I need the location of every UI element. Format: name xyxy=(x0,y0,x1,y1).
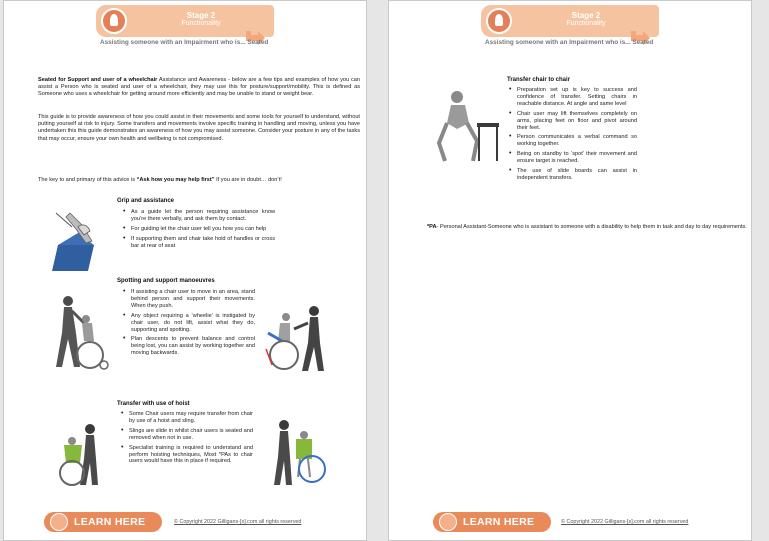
header-subtitle: Assisting someone with an Impairment who is... Seated xyxy=(485,39,654,46)
list-item: • Any object requiring a ‘wheelie’ is instigated by chair user, do not lift, assist what they do, supporting and spotting. xyxy=(123,313,255,334)
key-advice xyxy=(38,177,360,184)
header-banner xyxy=(96,5,274,37)
learn-here-button[interactable] xyxy=(433,512,551,532)
copyright-link[interactable]: © Copyright 2022 Gilligans-[s].com all rights reserved xyxy=(561,519,689,525)
key-bold: “Ask how you may help first” xyxy=(136,177,215,183)
intro-paragraph xyxy=(38,77,360,99)
list-item: • Chair user may lift themselves completely on arms, placing feet on floor and pivot around their feet. xyxy=(509,111,637,132)
hoist-heading: Transfer with use of hoist xyxy=(117,401,190,407)
list-item: • Plan descents to prevent balance and control being lost, you can assist by working together and moving backwards. xyxy=(123,336,255,357)
pa-definition xyxy=(427,224,749,231)
grip-heading: Grip and assistance xyxy=(117,198,175,204)
spotting-heading: Spotting and support manoeuvres xyxy=(117,278,215,284)
key-pre: The key to and primary of this advice is xyxy=(38,177,137,183)
grip-illustration xyxy=(48,205,106,275)
pa-bold: *PA xyxy=(427,224,437,230)
list-item: • If assisting a chair user to move in an area, stand behind person and support their movements. When they push. xyxy=(123,289,255,310)
intro-bold: Seated for Support and user of a wheelchair xyxy=(38,77,158,83)
list-item: • For guiding let the chair user tell you how you can help xyxy=(123,226,275,233)
transfer-heading: Transfer chair to chair xyxy=(507,77,571,83)
palm-logo-icon xyxy=(50,513,68,531)
learn-here-label: LEARN HERE xyxy=(463,516,535,528)
header-banner xyxy=(481,5,659,37)
copyright-link[interactable]: © Copyright 2022 Gilligans-[s].com all rights reserved xyxy=(174,519,302,525)
palm-logo-icon xyxy=(486,8,512,34)
header-functionality: Functionality xyxy=(181,20,221,27)
hoist-illustration-1 xyxy=(52,423,110,489)
header-stage: Stage 2 xyxy=(186,11,216,20)
list-item: • Some Chair users may require transfer from chair by use of a hoist and sling. xyxy=(121,411,253,425)
list-item: • As a guide let the person requiring assistance know you’re there verbally, and ask them by contact. xyxy=(123,209,275,223)
key-post: If you are in doubt… don’t! xyxy=(214,177,282,183)
list-item: • Slings are slide in whilst chair users is seated and removed when not in use. xyxy=(121,428,253,442)
list-item: • Being on standby to ‘spot’ their movement and ensure target is reached. xyxy=(509,151,637,165)
transfer-illustration xyxy=(427,87,505,165)
header-functionality: Functionality xyxy=(566,20,606,27)
list-item: • The use of slide boards can assist in independent transfers. xyxy=(509,168,637,182)
palm-logo-icon xyxy=(439,513,457,531)
guide-paragraph: This guide is to provide awareness of how you could assist in their movements and some tools for yourself to understand, without putting yourself at risk to injury. Some transfers and movements involve specific training in handling and moving, unless you have undertaken this this guide demonstrates an awareness of how you may assist someone. Consider your posture in any of the tasks that may occur, ensure your own health and wellbeing is not compromised. xyxy=(38,114,360,142)
learn-here-label: LEARN HERE xyxy=(74,516,146,528)
intro-text: Assistance and Awareness - below are a few tips and examples of how you can assist a Person who is seated and user of a wheelchair, they may use this for posture/support/mobility. This is defined as Someone who uses a wheelchair for getting around more efficiently and may be unable to stand or weight bear. xyxy=(38,77,361,98)
list-item: • Specialist training is required to understand and perform hoisting techniques, Most *PAs to chair users would have this in place if required. xyxy=(121,445,253,466)
spotting-illustration xyxy=(50,293,112,373)
palm-logo-icon xyxy=(101,8,127,34)
transfer-list xyxy=(509,87,637,185)
header-stage: Stage 2 xyxy=(571,11,601,20)
list-item: • If supporting them and chair take hold of handles or cross bar at rear of seat xyxy=(123,236,275,250)
hoist-list xyxy=(121,411,253,468)
document-page-2 xyxy=(388,0,752,541)
hoist-illustration-2 xyxy=(272,417,332,489)
list-item: • Person communicates a verbal command so working together. xyxy=(509,134,637,148)
header-subtitle: Assisting someone with an Impairment who is... Seated xyxy=(100,39,269,46)
grip-list xyxy=(123,209,275,253)
wheelie-illustration xyxy=(258,303,332,375)
document-page-1 xyxy=(3,0,367,541)
pa-text: - Personal Assistant-Someone who is assistant to someone with a disability to help them in task and day to day requirements. xyxy=(436,224,747,230)
list-item: • Preparation set up is key to success and confidence of transfer. Setting chairs in reachable distance. At angle and same level xyxy=(509,87,637,108)
learn-here-button[interactable] xyxy=(44,512,162,532)
spotting-list xyxy=(123,289,255,360)
